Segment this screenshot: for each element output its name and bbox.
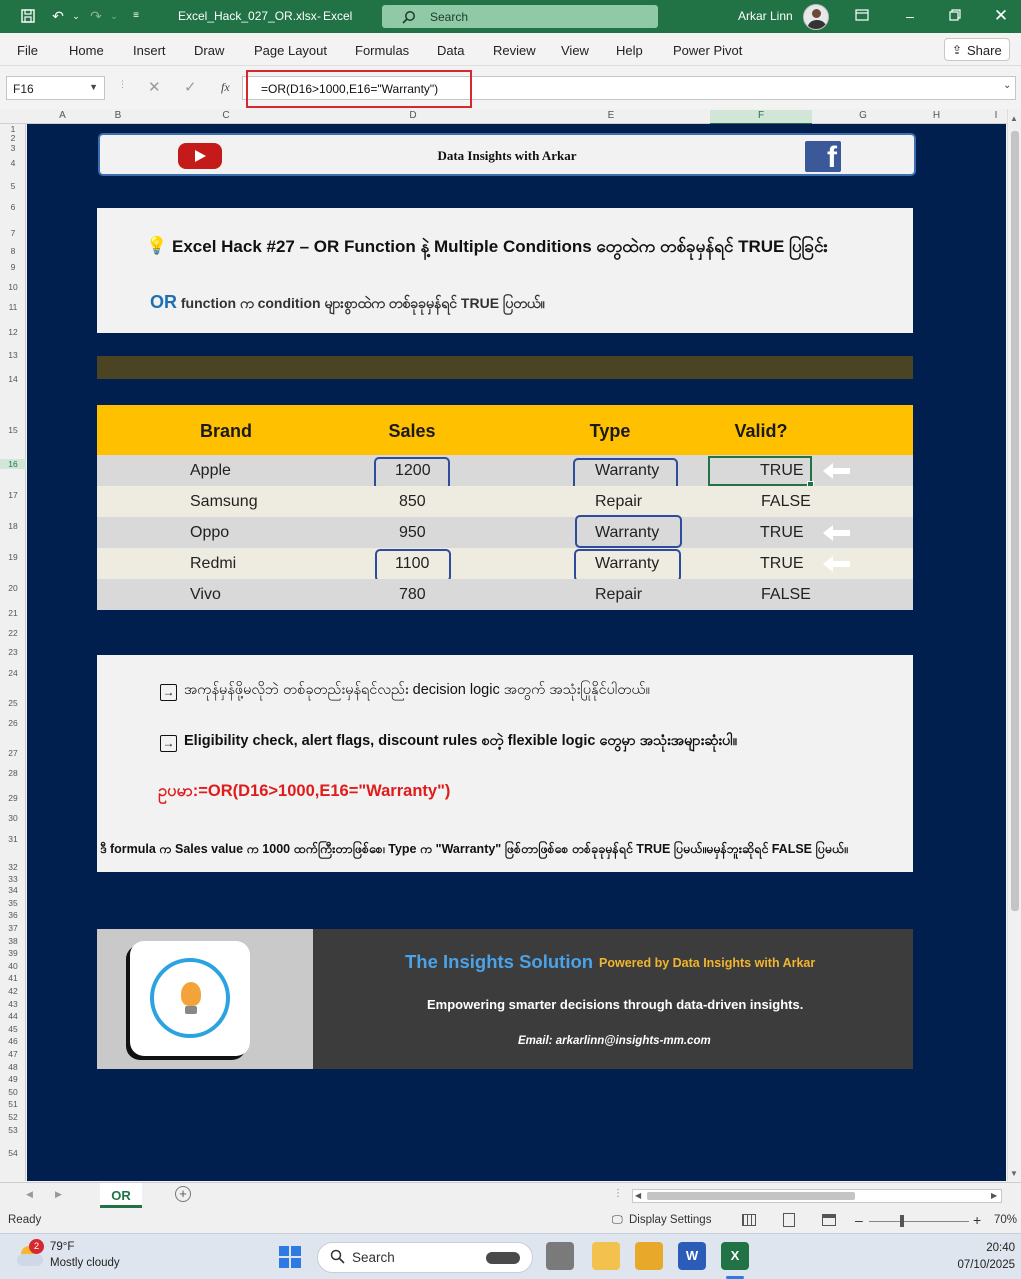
row-header[interactable]: 15 — [8, 425, 18, 435]
close-icon[interactable]: ✕ — [993, 6, 1009, 25]
row-header[interactable]: 4 — [10, 158, 16, 168]
title-separator: - — [317, 9, 321, 23]
or-keyword: OR — [150, 292, 177, 312]
row-header[interactable]: 6 — [10, 202, 16, 212]
row-header[interactable]: 53 — [8, 1125, 18, 1135]
row-header[interactable]: 49 — [8, 1074, 18, 1084]
note-text-2: Eligibility check, alert flags, discount rules စတဲ့ flexible logic တွေမှာ အသုံးအများဆုံးပါ။ — [184, 733, 738, 749]
row-header[interactable]: 22 — [8, 628, 18, 638]
brand-cell[interactable]: Apple — [190, 462, 231, 479]
hack-subtitle-text: function က condition များစွာထဲက တစ်ခုခုမှန်ရင် TRUE ပြတယ်။ — [177, 295, 545, 311]
table-row[interactable] — [97, 455, 913, 486]
task-view-icon[interactable] — [546, 1242, 574, 1270]
row-header[interactable]: 21 — [8, 608, 18, 618]
system-clock[interactable] — [935, 1240, 1015, 1274]
weather-condition: Mostly cloudy — [50, 1257, 120, 1269]
header-type[interactable]: Type — [589, 421, 631, 441]
row-header[interactable]: 45 — [8, 1024, 18, 1034]
brand-cell[interactable]: Samsung — [190, 493, 258, 510]
enter-icon[interactable]: ✓ — [184, 79, 197, 96]
sales-cell[interactable]: 1200 — [395, 462, 431, 479]
example-formula: ဥပမာ:=OR(D16>1000,E16="Warranty") — [158, 782, 451, 800]
row-header[interactable]: 47 — [8, 1049, 18, 1059]
note-line-1 — [160, 681, 650, 702]
formula-text: =OR(D16>1000,E16="Warranty") — [261, 82, 439, 96]
tab-insert[interactable]: Insert — [133, 43, 166, 58]
name-box[interactable] — [6, 76, 105, 100]
row-header[interactable]: 28 — [8, 768, 18, 778]
row-header[interactable]: 12 — [8, 327, 18, 337]
sheet-tab-or[interactable]: OR — [100, 1183, 142, 1208]
zoom-level[interactable]: 70% — [994, 1214, 1018, 1226]
row-header[interactable]: 34 — [8, 885, 18, 895]
arrow-left-icon — [823, 466, 849, 476]
search-icon — [402, 10, 416, 24]
column-header-selected[interactable]: F — [710, 110, 812, 125]
tab-review[interactable]: Review — [493, 43, 536, 58]
scrollbar-thumb[interactable] — [1011, 131, 1019, 911]
header-valid[interactable]: Valid? — [734, 421, 788, 441]
file-name: Excel_Hack_027_OR.xlsx — [178, 9, 317, 23]
row-header[interactable]: 32 — [8, 862, 18, 872]
divider-bar — [97, 356, 913, 379]
zoom-out-icon[interactable]: – — [855, 1212, 863, 1228]
scroll-up-icon[interactable]: ▲ — [1010, 114, 1018, 123]
table-row[interactable] — [97, 579, 913, 610]
avatar[interactable] — [803, 4, 829, 30]
tab-home[interactable]: Home — [69, 43, 104, 58]
search-icon — [330, 1249, 345, 1267]
sheet-tab-bar — [0, 1182, 1021, 1209]
redo-dropdown-icon[interactable]: ⌄ — [110, 11, 118, 21]
app-name: Excel — [323, 9, 353, 23]
type-cell[interactable]: Warranty — [595, 462, 660, 479]
status-bar — [0, 1209, 1021, 1233]
footer-card — [97, 929, 913, 1069]
ribbon-tabs — [0, 33, 1021, 66]
arrow-left-icon — [823, 528, 849, 538]
footer-tagline: Empowering smarter decisions through data-driven insights. — [427, 997, 804, 1012]
minimize-icon[interactable]: – — [906, 8, 914, 24]
type-cell[interactable]: Repair — [595, 493, 643, 510]
row-header[interactable]: 20 — [8, 583, 18, 593]
row-header[interactable]: 44 — [8, 1011, 18, 1021]
row-header[interactable]: 24 — [8, 668, 18, 678]
excel-icon[interactable]: X — [721, 1242, 749, 1270]
clock-time: 20:40 — [986, 1242, 1015, 1254]
note-text-1: အကုန်မှန်ဖို့မလိုဘဲ တစ်ခုတည်းမှန်ရင်လည်း decision logic အတွက် အသုံးပြုနိုင်ပါတယ်။ — [184, 682, 651, 698]
sales-cell[interactable]: 780 — [399, 586, 426, 603]
row-header[interactable]: 3 — [10, 143, 16, 153]
sales-cell[interactable]: 1100 — [395, 555, 430, 572]
lightbulb-icon — [181, 982, 201, 1006]
row-header[interactable]: 29 — [8, 793, 18, 803]
table-header-row — [97, 405, 913, 455]
row-header[interactable]: 39 — [8, 948, 18, 958]
footer-email: Email: arkarlinn@insights-mm.com — [518, 1035, 711, 1047]
splitter-handle-icon[interactable]: ⋮ — [613, 1188, 623, 1199]
row-header[interactable]: 7 — [10, 228, 16, 238]
type-cell[interactable]: Warranty — [595, 555, 660, 572]
taskbar-search-label: Search — [352, 1250, 395, 1265]
scroll-left-icon[interactable]: ◀ — [635, 1191, 642, 1200]
share-icon: ⇪ — [952, 43, 963, 57]
search-highlight-icon — [486, 1252, 520, 1264]
zoom-in-icon[interactable]: + — [973, 1212, 982, 1228]
table-row[interactable] — [97, 517, 913, 548]
banner — [98, 133, 916, 176]
footer-title: The Insights Solution — [405, 951, 594, 972]
brand-cell[interactable]: Redmi — [190, 555, 237, 572]
type-cell[interactable]: Repair — [595, 586, 643, 603]
valid-cell[interactable]: TRUE — [760, 462, 804, 479]
display-settings-button[interactable]: Display Settings — [629, 1214, 712, 1226]
row-header[interactable]: 46 — [8, 1036, 18, 1046]
formula-bar — [0, 72, 1021, 104]
user-name[interactable]: Arkar Linn — [738, 9, 793, 23]
row-header[interactable]: 1 — [10, 124, 16, 134]
search-box[interactable] — [382, 5, 658, 28]
column-header[interactable]: G — [859, 110, 867, 121]
restore-icon[interactable] — [947, 8, 963, 24]
column-header[interactable]: C — [222, 110, 230, 121]
column-header[interactable]: A — [59, 110, 66, 121]
notes-card — [97, 655, 913, 872]
display-settings-icon[interactable]: 🖵 — [612, 1214, 623, 1226]
row-header[interactable]: 54 — [8, 1148, 18, 1158]
normal-view-icon[interactable] — [742, 1214, 756, 1226]
undo-icon[interactable]: ↶ — [52, 8, 64, 24]
insights-logo — [130, 941, 250, 1056]
share-label: Share — [967, 43, 1002, 58]
row-header[interactable]: 38 — [8, 936, 18, 946]
tab-file[interactable]: File — [17, 43, 38, 58]
bulb-base — [185, 1006, 197, 1014]
row-header[interactable]: 51 — [8, 1099, 18, 1109]
windows-start-icon[interactable] — [279, 1246, 301, 1268]
explanation-text: ဒီ formula က Sales value က 1000 ထက်ကြီးတာဖြစ်စေ၊ Type က "Warranty" ဖြစ်တာဖြစ်စေ တစ်ခုခုမှန်ရင် TRUE ပြမယ်။မမှန်ဘူးဆိုရင် FALSE ပြမယ်။ — [100, 842, 848, 856]
row-header[interactable]: 2 — [10, 133, 16, 143]
redo-icon[interactable]: ↷ — [90, 8, 102, 24]
word-icon[interactable]: W — [678, 1242, 706, 1270]
tab-formulas[interactable]: Formulas — [355, 43, 410, 58]
clock-date: 07/10/2025 — [957, 1259, 1015, 1271]
lightbulb-icon: 💡 — [146, 236, 168, 255]
title-bar — [0, 0, 1021, 33]
tab-draw[interactable]: Draw — [194, 43, 225, 58]
row-header[interactable]: 17 — [8, 490, 18, 500]
valid-cell[interactable]: TRUE — [760, 555, 804, 572]
chevron-down-icon[interactable]: ▼ — [89, 82, 98, 92]
row-header[interactable]: 5 — [10, 181, 16, 191]
page-layout-view-icon[interactable] — [783, 1213, 795, 1227]
customize-toolbar-icon[interactable]: ≡ — [133, 10, 139, 21]
tab-page-layout[interactable]: Page Layout — [254, 43, 328, 58]
column-headers — [0, 109, 1007, 124]
hack-card — [97, 208, 913, 333]
zoom-slider-thumb[interactable] — [900, 1215, 904, 1227]
scroll-right-icon[interactable]: ▶ — [991, 1191, 998, 1200]
row-header[interactable]: 25 — [8, 698, 18, 708]
zoom-slider[interactable] — [869, 1221, 969, 1222]
facebook-icon[interactable]: f — [805, 141, 841, 172]
row-header[interactable]: 8 — [10, 246, 16, 256]
row-header[interactable]: 14 — [8, 374, 18, 384]
row-header[interactable]: 42 — [8, 986, 18, 996]
sales-cell[interactable]: 950 — [399, 524, 426, 541]
row-header[interactable]: 52 — [8, 1112, 18, 1122]
vertical-scrollbar[interactable] — [1007, 109, 1021, 1181]
scroll-down-icon[interactable]: ▼ — [1010, 1169, 1018, 1178]
weather-temp: 79°F — [50, 1241, 75, 1253]
arrow-right-icon: → — [160, 735, 177, 752]
name-box-value: F16 — [13, 82, 34, 96]
row-header[interactable]: 30 — [8, 813, 18, 823]
header-brand[interactable]: Brand — [199, 421, 253, 441]
logo-panel — [97, 929, 313, 1069]
table-row[interactable] — [97, 548, 913, 579]
scrollbar-thumb[interactable] — [647, 1192, 855, 1200]
row-header[interactable]: 33 — [8, 874, 18, 884]
data-table — [97, 405, 913, 610]
expand-formula-icon[interactable]: ⌄ — [1003, 80, 1012, 91]
hack-subtitle — [150, 292, 545, 315]
column-header[interactable]: I — [994, 110, 998, 121]
row-header[interactable]: 27 — [8, 748, 18, 758]
banner-title: Data Insights with Arkar — [437, 148, 577, 163]
folder-icon[interactable] — [635, 1242, 663, 1270]
weather-badge: 2 — [29, 1239, 44, 1254]
add-sheet-icon[interactable]: + — [175, 1186, 191, 1202]
row-header[interactable]: 43 — [8, 999, 18, 1009]
row-header[interactable]: 18 — [8, 521, 18, 531]
more-icon[interactable]: ⋮ — [118, 79, 127, 89]
note-line-2 — [160, 732, 737, 753]
next-sheet-icon[interactable]: ▶ — [55, 1189, 62, 1199]
row-header[interactable]: 19 — [8, 552, 18, 562]
row-header[interactable]: 37 — [8, 923, 18, 933]
header-sales[interactable]: Sales — [388, 421, 436, 441]
prev-sheet-icon[interactable]: ◀ — [26, 1189, 33, 1199]
sales-cell[interactable]: 850 — [399, 493, 426, 510]
row-headers — [0, 124, 26, 1181]
brand-cell[interactable]: Oppo — [190, 524, 230, 541]
tab-view[interactable]: View — [561, 43, 589, 58]
row-header[interactable]: 26 — [8, 718, 18, 728]
row-header[interactable]: 23 — [8, 647, 18, 657]
column-header[interactable]: B — [114, 110, 122, 121]
arrow-right-icon: → — [160, 684, 177, 701]
row-header[interactable]: 31 — [8, 834, 18, 844]
insert-function-icon[interactable]: fx — [221, 80, 230, 94]
share-button[interactable] — [944, 38, 1010, 61]
column-header[interactable]: E — [607, 110, 615, 121]
tab-power-pivot[interactable]: Power Pivot — [673, 43, 743, 58]
row-header[interactable]: 13 — [8, 350, 18, 360]
footer-powered-by: Powered by Data Insights with Arkar — [599, 956, 816, 970]
taskbar-search[interactable] — [317, 1242, 533, 1273]
search-label: Search — [430, 10, 469, 24]
formula-highlight-box — [246, 70, 472, 108]
type-cell[interactable]: Warranty — [595, 524, 660, 541]
windows-taskbar — [0, 1233, 1021, 1279]
column-header[interactable]: H — [932, 110, 941, 121]
weather-widget[interactable] — [50, 1239, 120, 1271]
table-row[interactable] — [97, 486, 913, 517]
file-explorer-icon[interactable] — [592, 1242, 620, 1270]
row-header[interactable]: 48 — [8, 1062, 18, 1072]
row-header[interactable]: 41 — [8, 973, 18, 983]
valid-cell[interactable]: FALSE — [761, 586, 811, 603]
row-header[interactable]: 35 — [8, 898, 18, 908]
column-header[interactable]: D — [409, 110, 417, 121]
row-header[interactable]: 10 — [8, 282, 18, 292]
row-header[interactable]: 40 — [8, 961, 18, 971]
save-icon[interactable] — [20, 8, 36, 24]
undo-dropdown-icon[interactable]: ⌄ — [72, 11, 80, 21]
page-break-view-icon[interactable] — [822, 1214, 836, 1226]
row-header[interactable]: 36 — [8, 910, 18, 920]
status-ready: Ready — [8, 1214, 42, 1226]
valid-cell[interactable]: FALSE — [761, 493, 811, 510]
horizontal-scrollbar[interactable] — [632, 1189, 1002, 1203]
arrow-left-icon — [823, 559, 849, 569]
brand-cell[interactable]: Vivo — [190, 586, 221, 603]
tab-data[interactable]: Data — [437, 43, 465, 58]
row-header[interactable]: 11 — [8, 302, 18, 312]
hack-title: Excel Hack #27 – OR Function နဲ့ Multiple Conditions တွေထဲက တစ်ခုမှန်ရင် TRUE ပြခြင်း — [172, 237, 828, 256]
cancel-icon[interactable]: ✕ — [148, 79, 161, 96]
tab-help[interactable]: Help — [616, 43, 643, 58]
valid-cell[interactable]: TRUE — [760, 524, 804, 541]
row-header[interactable]: 9 — [10, 262, 16, 272]
row-header[interactable]: 16 — [0, 459, 26, 469]
row-header[interactable]: 50 — [8, 1087, 18, 1097]
ribbon-display-icon[interactable] — [854, 8, 870, 24]
